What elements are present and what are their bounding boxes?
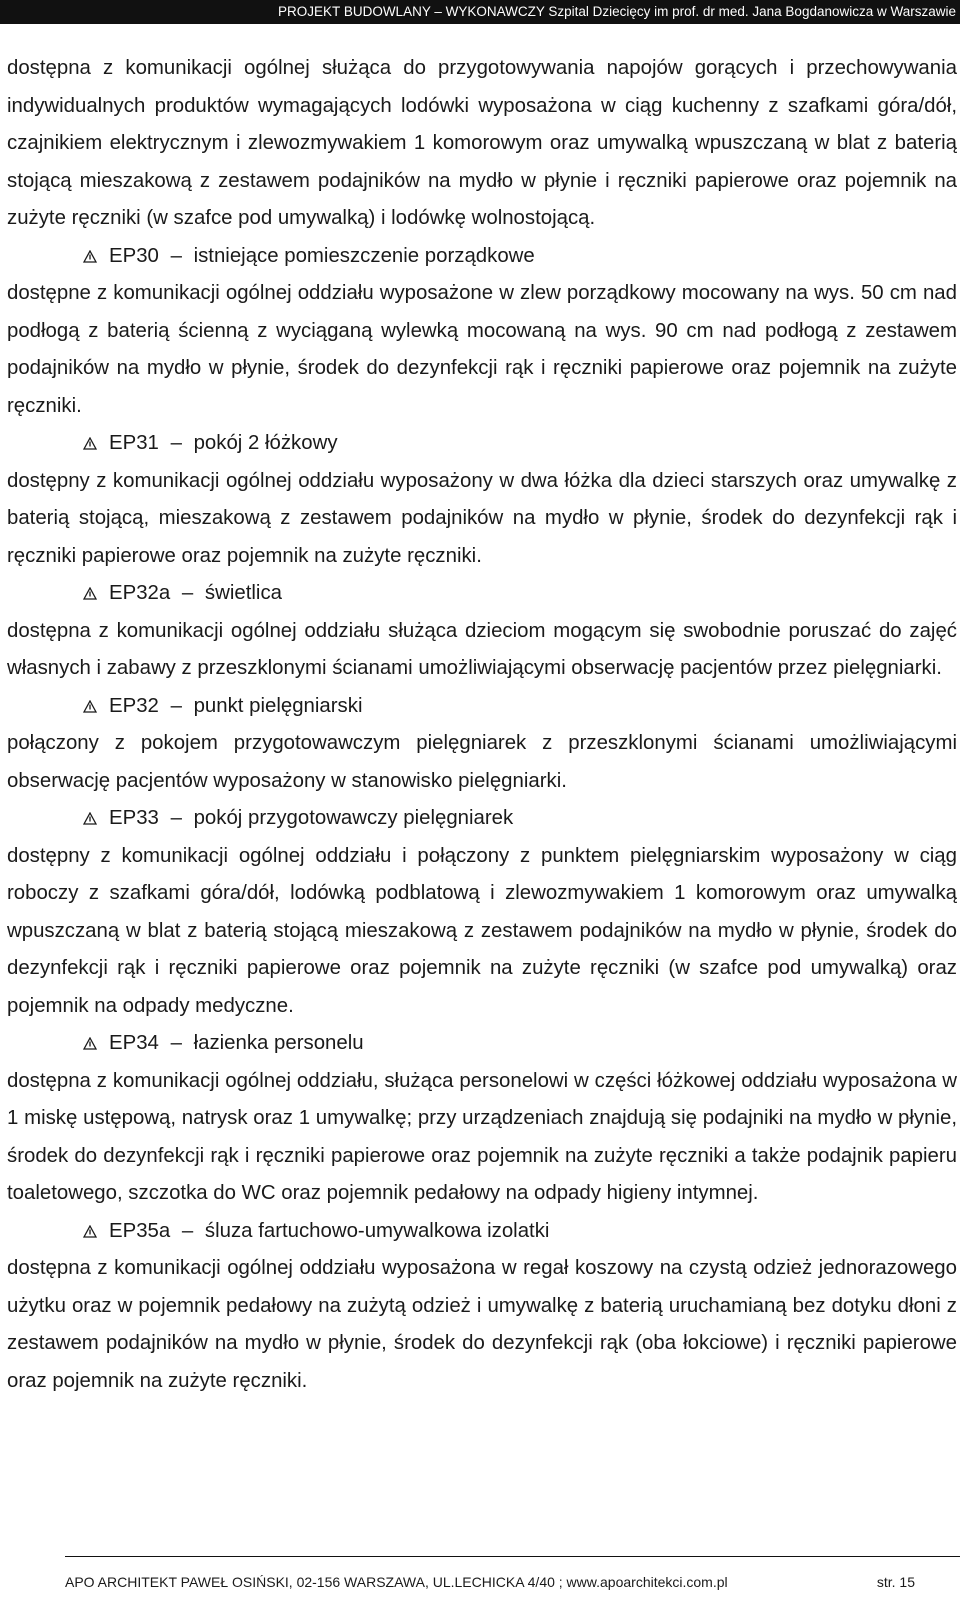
section-heading xyxy=(7,1213,957,1251)
triangle-warning-icon xyxy=(81,1213,99,1251)
heading-dash: – xyxy=(181,582,194,604)
room-title: punkt pielęgniarski xyxy=(193,694,363,717)
footer-divider xyxy=(65,1556,960,1557)
heading-dash: – xyxy=(170,244,182,267)
footer-company: APO ARCHITEKT PAWEŁ OSIŃSKI, 02-156 WARSZAWA, UL.LECHICKA 4/40 ; www.apoarchitekci.com.pl xyxy=(65,1574,728,1590)
section-description: dostępne z komunikacji ogólnej oddziału wyposażone w zlew porządkowy mocowany na wys. 50 cm nad podłogą z baterią ścienną z wyciąganą wylewką mocowaną na wys. 90 cm nad podłogą z zestawem podajników na mydło w płynie, środek do dezynfekcji rąk i ręczniki papierowe oraz pojemnik na zużyte ręczniki. xyxy=(7,282,957,417)
triangle-warning-icon xyxy=(81,1025,99,1063)
section-heading xyxy=(7,575,957,613)
heading-dash: – xyxy=(170,807,182,829)
section-heading-text xyxy=(109,1220,549,1242)
section-heading-text xyxy=(109,432,338,454)
section-description: dostępna z komunikacji ogólnej oddziału, służąca personelowi w części łóżkowej oddziału wyposażona w 1 miskę ustępową, natrysk oraz 1 umywalkę; przy urządzeniach znajdują się podajniki na mydło w płynie, środek do dezynfekcji rąk i ręczniki papierowe oraz pojemnik na zużyte ręczniki a także podajnik papieru toaletowego, szczotka do WC oraz pojemnik pedałowy na odpady higieny intymnej. xyxy=(7,1069,957,1204)
triangle-warning-icon xyxy=(81,575,99,613)
heading-dash: – xyxy=(170,432,182,454)
section-heading xyxy=(7,425,957,463)
heading-dash: – xyxy=(181,1219,194,1242)
section-heading-text xyxy=(109,245,535,267)
section-description: połączony z pokojem przygotowawczym pielęgniarek z przeszklonymi ścianami umożliwiającymi obserwację pacjentów wyposażony w stanowisko pielęgniarki. xyxy=(7,732,957,792)
room-title: pokój przygotowawczy pielęgniarek xyxy=(193,807,514,829)
triangle-warning-icon xyxy=(81,688,99,726)
heading-dash: – xyxy=(170,1032,182,1054)
room-code: EP35a xyxy=(109,1219,171,1242)
room-title: śluza fartuchowo-umywalkowa izolatki xyxy=(204,1219,550,1242)
room-title: pokój 2 łóżkowy xyxy=(193,432,338,454)
header-title: PROJEKT BUDOWLANY – WYKONAWCZY Szpital Dziecięcy im prof. dr med. Jana Bogdanowicza w Warszawie xyxy=(278,4,956,19)
section-heading xyxy=(7,1025,957,1063)
section-heading xyxy=(7,688,957,726)
section-heading-text xyxy=(109,1032,364,1054)
room-title: istniejące pomieszczenie porządkowe xyxy=(193,244,535,267)
intro-paragraph: dostępna z komunikacji ogólnej służąca do przygotowywania napojów gorących i przechowywania indywidualnych produktów wymagających lodówki wyposażona w ciąg kuchenny z szafkami góra/dół, czajnikiem elektrycznym i zlewozmywakiem 1 komorowym oraz umywalką wpuszczaną w blat z baterią stojącą mieszakową z zestawem podajników na mydło w płynie i ręczniki papierowe oraz pojemnik na zużyte ręczniki (w szafce pod umywalką) i lodówkę wolnostojącą. xyxy=(7,57,957,229)
triangle-warning-icon xyxy=(81,238,99,276)
triangle-warning-icon xyxy=(81,800,99,838)
section-heading-text xyxy=(109,695,362,717)
section-heading-text xyxy=(109,582,282,604)
triangle-warning-icon xyxy=(81,425,99,463)
room-code: EP32a xyxy=(109,582,171,604)
room-code: EP31 xyxy=(109,432,159,454)
section-description: dostępny z komunikacji ogólnej oddziału i połączony z punktem pielęgniarskim wyposażony w ciąg roboczy z szafkami góra/dół, lodówką podblatową i zlewozmywakiem 1 komorowym oraz umywalką wpuszczaną w blat z baterią stojącą mieszakową z zestawem podajników na mydło w płynie, środek do dezynfekcji rąk i ręczniki papierowe oraz pojemnik na zużyte ręczniki (w szafce pod umywalką) oraz pojemnik na odpady medyczne. xyxy=(7,844,957,1017)
page-number: str. 15 xyxy=(876,1574,915,1590)
room-title: świetlica xyxy=(204,582,282,604)
room-title: łazienka personelu xyxy=(193,1032,364,1054)
page-header xyxy=(0,0,960,24)
document-body xyxy=(7,50,957,1400)
section-description: dostępna z komunikacji ogólnej oddziału wyposażona w regał koszowy na czystą odzież jednorazowego użytku oraz w pojemnik pedałowy na zużytą odzież i umywalkę z baterią uruchamianą bez dotyku dłoni z zestawem podajników na mydło w płynie, środek do dezynfekcji rąk (oba łokciowe) i ręczniki papierowe oraz pojemnik na zużyte ręczniki. xyxy=(7,1257,957,1392)
room-code: EP34 xyxy=(109,1032,159,1054)
room-code: EP32 xyxy=(109,694,159,717)
section-heading xyxy=(7,238,957,276)
heading-dash: – xyxy=(170,694,182,717)
section-description: dostępna z komunikacji ogólnej oddziału służąca dzieciom mogącym się swobodnie poruszać do zajęć własnych i zabawy z przeszklonymi ścianami umożliwiającymi obserwację pacjentów przez pielęgniarki. xyxy=(7,619,957,679)
room-code: EP33 xyxy=(109,807,159,829)
sections-list xyxy=(7,238,957,1401)
section-heading xyxy=(7,800,957,838)
section-heading-text xyxy=(109,807,513,829)
section-description: dostępny z komunikacji ogólnej oddziału wyposażony w dwa łóżka dla dzieci starszych oraz umywalkę z baterią stojącą, mieszakową z zestawem podajników na mydło w płynie, środek do dezynfekcji rąk i ręczniki papierowe oraz pojemnik na zużyte ręczniki. xyxy=(7,469,957,567)
room-code: EP30 xyxy=(109,244,159,267)
